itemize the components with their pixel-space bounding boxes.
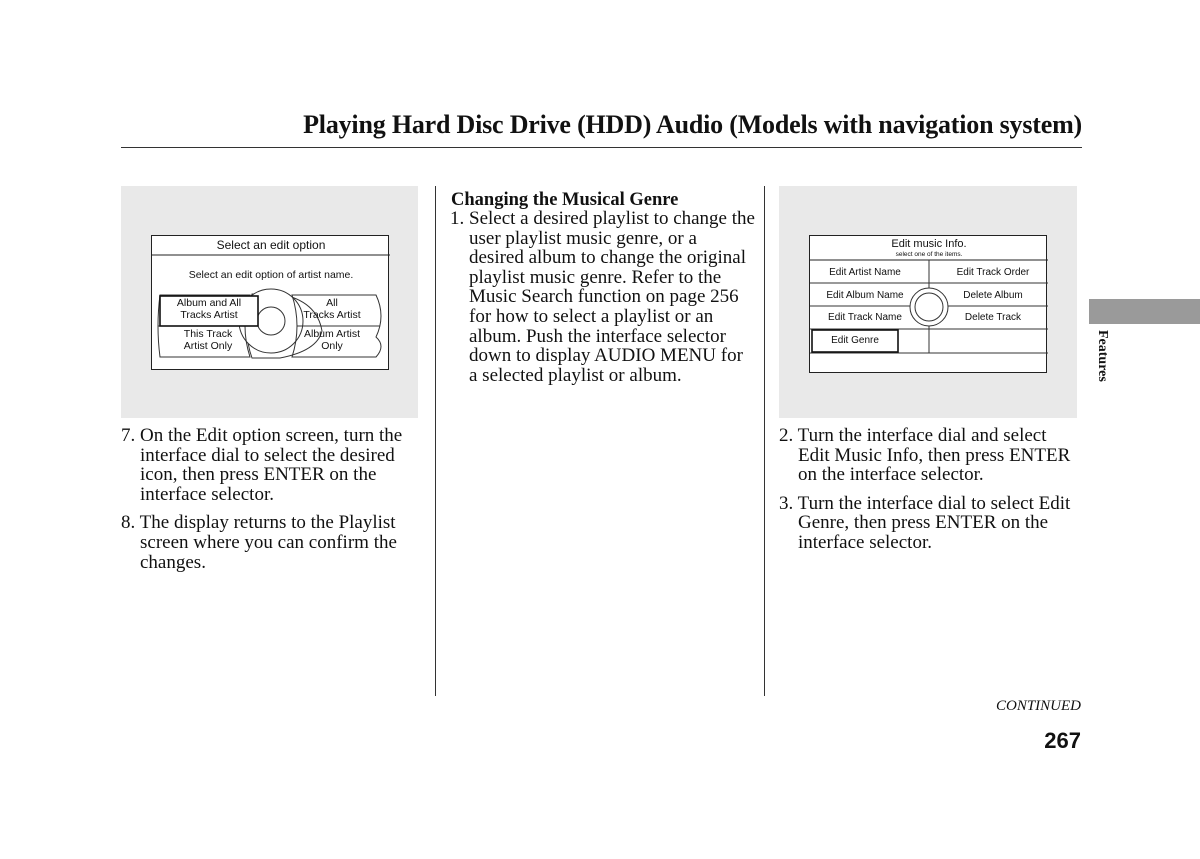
- edit-music-info-prompt: select one of the items.: [895, 251, 963, 258]
- option-line: Only: [321, 340, 343, 352]
- edit-track-order-item[interactable]: Edit Track Order: [956, 267, 1030, 278]
- column-divider-right: [764, 186, 765, 696]
- edit-music-info-figure: [779, 186, 1077, 418]
- option-line: All: [326, 297, 338, 309]
- step-8: 8. The display returns to the Playlist screen where you can confirm the changes.: [121, 512, 397, 573]
- option-line: Tracks Artist: [303, 309, 361, 321]
- option-album-artist-only[interactable]: [297, 328, 367, 352]
- option-line: Album Artist: [303, 328, 361, 340]
- step-3: 3. Turn the interface dial to select Edit Genre, then press ENTER on the interface selector.: [779, 492, 1071, 553]
- genre-section-heading: Changing the Musical Genre: [451, 190, 679, 210]
- step-1: 1. Select a desired playlist to change the user playlist music genre, or a desired album to change the original playlist music genre. Refer to the Music Search function on page 256 for how to select a playlist or an album. Push the interface selector down to display AUDIO MENU for a selected playlist or album.: [450, 208, 755, 386]
- edit-option-prompt: Select an edit option of artist name.: [188, 269, 354, 281]
- column-divider-left: [435, 186, 436, 696]
- section-tab: [1089, 299, 1200, 324]
- edit-music-info-screen: [809, 235, 1047, 373]
- option-line: Tracks Artist: [180, 309, 238, 321]
- edit-option-screen: [151, 235, 389, 370]
- section-tab-label-text: Features: [1095, 330, 1110, 382]
- option-all-tracks-artist[interactable]: [297, 297, 367, 321]
- continued-label: CONTINUED: [995, 698, 1081, 714]
- delete-album-item[interactable]: Delete Album: [963, 290, 1023, 301]
- title-divider: [121, 147, 1082, 148]
- edit-option-title: Select an edit option: [216, 238, 326, 252]
- option-album-and-all-tracks-artist[interactable]: [160, 297, 258, 321]
- option-line: This Track: [183, 328, 233, 340]
- edit-album-name-item[interactable]: Edit Album Name: [826, 290, 904, 301]
- right-steps: [779, 426, 1079, 562]
- edit-genre-item[interactable]: Edit Genre: [831, 335, 879, 346]
- option-this-track-artist-only[interactable]: [160, 328, 256, 352]
- edit-music-info-title: Edit music Info.: [891, 238, 967, 250]
- edit-artist-name-item[interactable]: Edit Artist Name: [829, 267, 901, 278]
- page-number: 267: [1044, 728, 1081, 753]
- option-line: Artist Only: [183, 340, 233, 352]
- edit-track-name-item[interactable]: Edit Track Name: [828, 312, 902, 323]
- section-tab-label: [1096, 330, 1110, 400]
- step-7: 7. On the Edit option screen, turn the interface dial to select the desired icon, then press ENTER on the interface selector.: [121, 425, 403, 505]
- step-2: 2. Turn the interface dial and select Edit Music Info, then press ENTER on the interface selector.: [779, 425, 1071, 486]
- delete-track-item[interactable]: Delete Track: [964, 312, 1022, 323]
- middle-steps: [450, 209, 755, 394]
- edit-option-figure: [121, 186, 418, 418]
- option-line: Album and All: [176, 297, 242, 309]
- left-steps: [121, 426, 426, 581]
- page-title: Playing Hard Disc Drive (HDD) Audio (Models with navigation system): [303, 110, 1082, 139]
